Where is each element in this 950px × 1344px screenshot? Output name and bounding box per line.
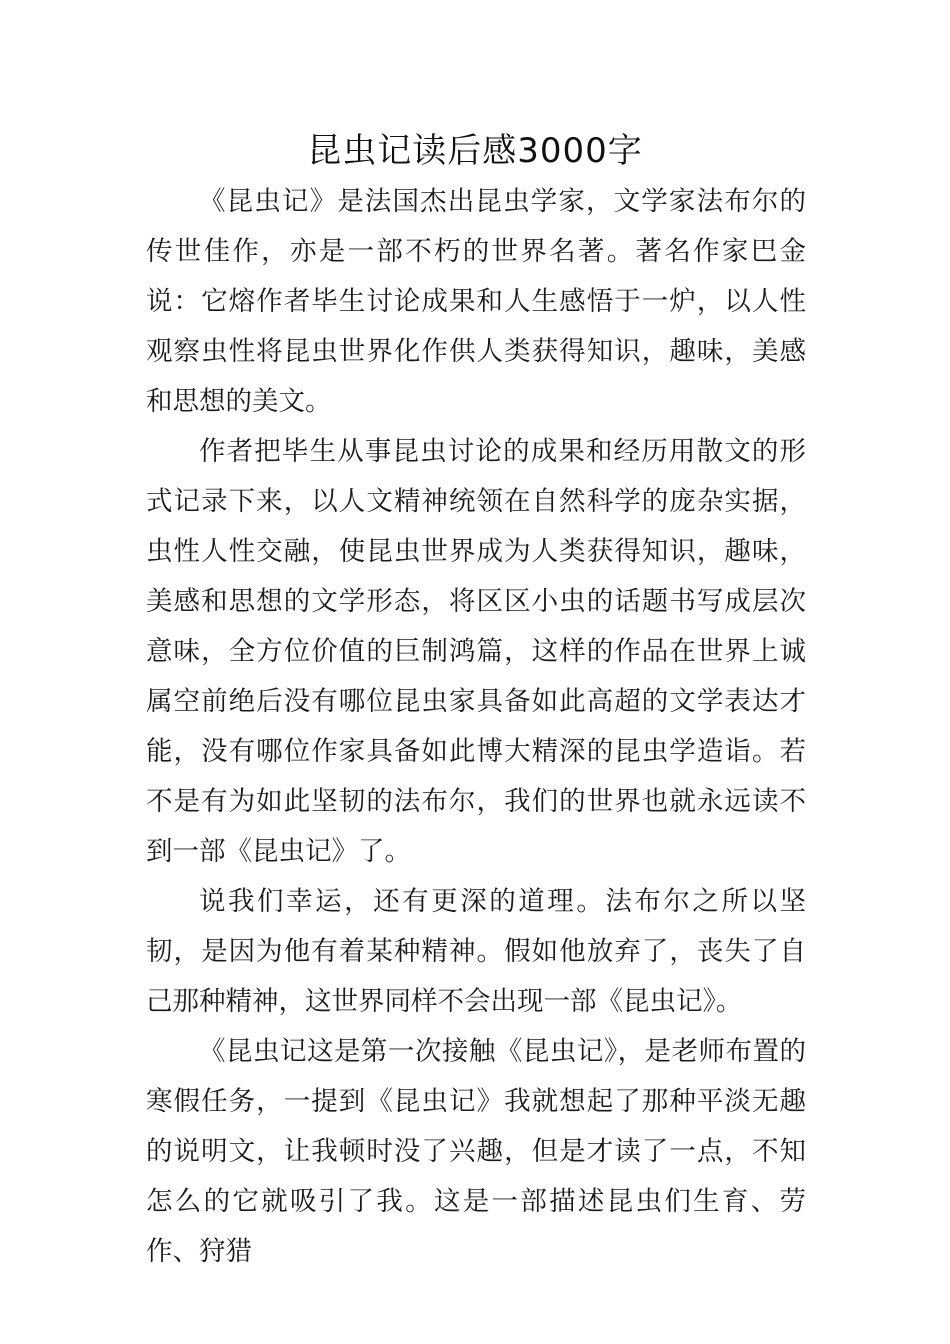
paragraph-3: 说我们幸运，还有更深的道理。法布尔之所以坚韧，是因为他有着某种精神。假如他放弃了，丧失了自己那种精神，这世界同样不会出现一部《昆虫记》。	[146, 886, 806, 1017]
paragraph-1: 《昆虫记》是法国杰出昆虫学家，文学家法布尔的传世佳作，亦是一部不朽的世界名著。著名作家巴金说：它熔作者毕生讨论成果和人生感悟于一炉，以人性观察虫性将昆虫世界化作供人类获得知识，趣味，美感和思想的美文。	[146, 186, 806, 417]
document-title: 昆虫记读后感3000字	[307, 131, 643, 171]
document-body	[146, 177, 806, 1277]
paragraph-2: 作者把毕生从事昆虫讨论的成果和经历用散文的形式记录下来，以人文精神统领在自然科学的庞杂实据，虫性人性交融，使昆虫世界成为人类获得知识，趣味，美感和思想的文学形态，将区区小虫的话题书写成层次意味，全方位价值的巨制鸿篇，这样的作品在世界上诚属空前绝后没有哪位昆虫家具备如此高超的文学表达才能，没有哪位作家具备如此博大精深的昆虫学造诣。若不是有为如此坚韧的法布尔，我们的世界也就永远读不到一部《昆虫记》了。	[146, 436, 806, 867]
paragraph-4: 《昆虫记这是第一次接触《昆虫记》，是老师布置的寒假任务，一提到《昆虫记》我就想起了那种平淡无趣的说明文，让我顿时没了兴趣，但是才读了一点，不知怎么的它就吸引了我。这是一部描述昆虫们生育、劳作、狩猎	[146, 1036, 806, 1267]
